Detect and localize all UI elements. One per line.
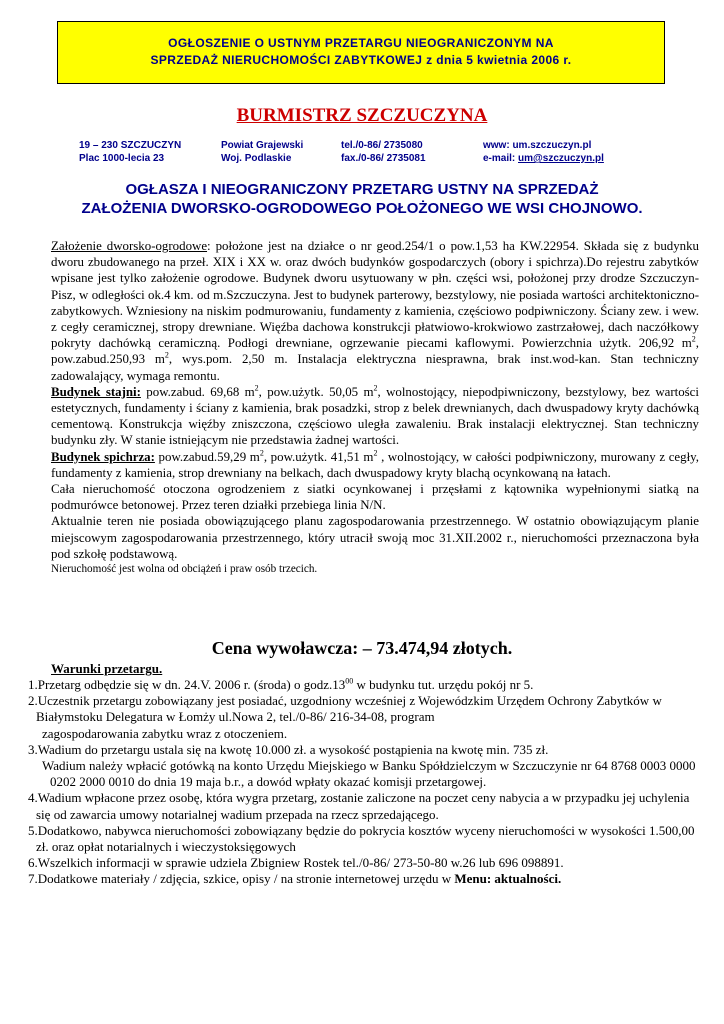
email-label: e-mail: xyxy=(483,153,516,164)
county: Powiat Grajewski xyxy=(221,140,304,151)
starting-price: Cena wywoławcza: – 73.474,94 złotych. xyxy=(211,638,513,658)
condition-5: 5.Dodatkowo, nabywca nieruchomości zobowiązany będzie do pokrycia kosztów wyceny nieruchomości w wysokości 1.500,00 zł. oraz opłat notarialnych i wieczystoksięgowych xyxy=(28,822,695,855)
estate-label: Założenie dworsko-ogrodowe xyxy=(51,239,208,253)
condition-4: 4.Wadium wpłacone przez osobę, która wygra przetarg, zostanie zaliczone na poczet ceny nabycia a w przypadku jej uchylenia się od zawarcia umowy notarialnej wadium przepada na rzecz sprzedającego. xyxy=(28,790,690,822)
stable-paragraph: Budynek stajni: pow.zabud. 69,68 $m^2$, pow.użytk. 50,05 $m^2$, wolnostojący, niepodpiwniczony, bezstylowy, bez wartości estetycznych, fundamenty i ściany z kamienia, brak posadzki, strop z belek drewnianych, dach dwuspadowy kryty dachówką cementową. Konstrukcja więźby zniszczona, częściowo uległa zawaleniu. Brak instalacji elektrycznej. Stan techniczny budynku zły. W stanie istniejącym nie przedstawia żadnej wartości. xyxy=(51,383,699,448)
email-line xyxy=(483,153,604,164)
granary-paragraph: Budynek spichrza: pow.zabud.59,29 $m^2$, pow.użytk. 41,51 $m^2$ , wolnostojący, w całości podpiwniczony, murowany z cegły, fundamenty z kamienia, strop drewniany na belkach, dach dwuspadowy kryty blachą ocynkowaną na łatach. xyxy=(51,448,699,480)
property-description xyxy=(51,238,699,577)
email-link[interactable]: um@szczuczyn.pl xyxy=(518,153,604,164)
address-line-2: Plac 1000-lecia 23 xyxy=(79,153,165,164)
banner-line-2: SPRZEDAŻ NIERUCHOMOŚCI ZABYTKOWEJ z dnia 5 kwietnia 2006 r. xyxy=(150,53,572,67)
address-line-1: 19 – 230 SZCZUCZYN xyxy=(79,140,182,151)
condition-2-continued: zagospodarowania zabytku wraz z otoczeniem. xyxy=(42,725,288,741)
banner-line-1: OGŁOSZENIE O USTNYM PRZETARGU NIEOGRANICZONYM NA xyxy=(168,36,554,50)
stable-label: Budynek stajni: xyxy=(51,384,141,399)
website[interactable]: www: um.szczuczyn.pl xyxy=(483,140,592,151)
fax: fax./0-86/ 2735081 xyxy=(341,153,426,164)
phone: tel./0-86/ 2735080 xyxy=(341,140,423,151)
menu-reference: Menu: aktualności. xyxy=(454,871,562,887)
condition-3: 3.Wadium do przetargu ustala się na kwotę 10.000 zł. a wysokość postąpienia na kwotę min. 735 zł. xyxy=(28,741,549,757)
announcement-banner xyxy=(57,21,665,84)
condition-7: 7.Dodatkowe materiały / zdjęcia, szkice, opisy / na stronie internetowej urzędu w Menu: aktualności. xyxy=(28,871,562,887)
estate-paragraph: Założenie dworsko-ogrodowe: położone jest na działce o nr geod.254/1 o pow.1,53 ha KW.22954. Składa się z budynku dworu zbudowanego na przeł. XIX i XX w. oraz dwóch budynków gospodarczych (obory i spichrza).Do rejestru zabytków wpisane jest tylko założenie ogrodowe. Budynek dworu usytuowany w płn. części wsi, położonej przy drodze Szczuczyn-Pisz, w odległości ok.4 km. od m.Szczuczyna. Jest to budynek parterowy, bezstylowy, nie posiada wartości architektoniczno-zabytkowych. Wzniesiony na niskim podmurowaniu, fundamenty z kamienia, częściowo podpiwniczony. Ściany zew. i wew. z cegły ceramicznej, stropy drewniane. Więźba dachowa konstrukcji płatwiowo-krokwiowo zastrzałowej, dach naczółkowy pokryty dachówką ceramiczną. Podłogi drewniane, ogrzewanie piecami kaflowymi. Powierzchnia użytk. 206,92 $m^2$, pow.zabud.250,93 $m^2$, wys.pom. 2,50 m. Instalacja elektryczna niesprawna, brak inst.wod-kan. Stan techniczny zadowalający, wymaga remontu. xyxy=(51,239,699,383)
conditions-title: Warunki przetargu. xyxy=(51,661,163,676)
plan-paragraph: Aktualnie teren nie posiada obowiązującego planu zagospodarowania przestrzennego. W ostatnio obowiązującym planie miejscowym zagospodarowania przestrzennego, który utracił swoją moc 31.XII.2002 r., nieruchomości przeznaczona była pod szkołę podstawową. xyxy=(51,514,699,561)
announcement-line-1: OGŁASZA I NIEOGRANICZONY PRZETARG USTNY NA SPRZEDAŻ xyxy=(125,181,599,198)
condition-6: 6.Wszelkich informacji w sprawie udziela Zbigniew Rostek tel./0-86/ 273-50-80 w.26 lub 696 098891. xyxy=(28,855,564,871)
conditions-list xyxy=(28,677,700,888)
voivodeship: Woj. Podlaskie xyxy=(221,153,292,164)
condition-1: 1.Przetarg odbędzie się w dn. 24.V. 2006 r. (środa) o $godz.13^{00}$ w budynku tut. urzędu pokój nr 5. xyxy=(28,676,534,692)
condition-2: 2.Uczestnik przetargu zobowiązany jest posiadać, uzgodniony wcześniej z Wojewódzkim Urzędem Ochrony Zabytków w Białymstoku Delegatura w Łomży ul.Nowa 2, tel./0-86/ 216-34-08, program xyxy=(28,693,662,725)
page-title: BURMISTRZ SZCZUCZYNA xyxy=(236,105,488,126)
announcement-line-2: ZAŁOŻENIA DWORSKO-OGRODOWEGO POŁOŻONEGO WE WSI CHOJNOWO. xyxy=(81,200,643,217)
granary-label: Budynek spichrza: xyxy=(51,449,155,464)
fence-paragraph: Cała nieruchomość otoczona ogrodzeniem z siatki ocynkowanej i przęsłami z kątownika wypełnionymi siatką na podmurówce betonowej. Przez teren działki przebiega linia N/N. xyxy=(51,482,699,513)
encumbrance-note: Nieruchomość jest wolna od obciążeń i praw osób trzecich. xyxy=(51,563,318,576)
condition-3-continued: Wadium należy wpłacić gotówką na konto Urzędu Miejskiego w Banku Spółdzielczym w Szczuczynie nr 64 8768 0003 0000 0202 2000 0010 do dnia 19 maja b.r., a dowód wpłaty okazać komisji przetargowej. xyxy=(42,758,696,790)
